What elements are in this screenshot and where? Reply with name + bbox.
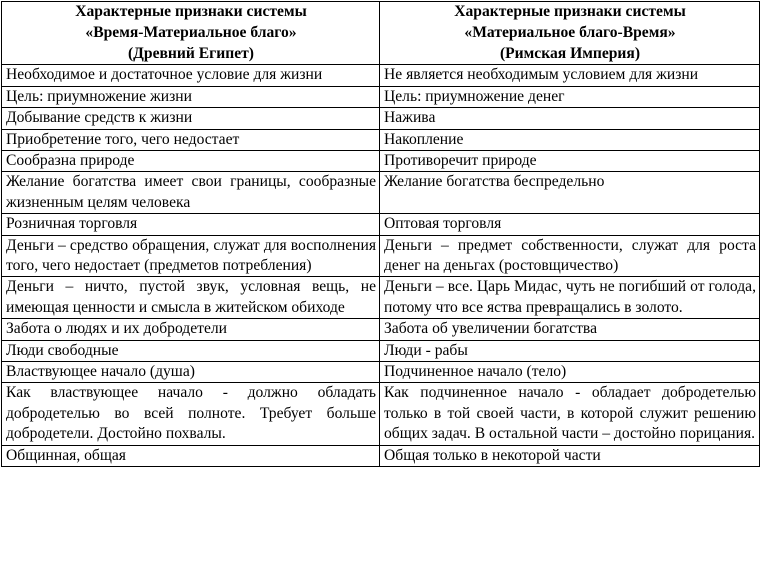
left-cell: Забота о людях и их добродетели <box>2 319 380 340</box>
left-cell: Общинная, общая <box>2 445 380 466</box>
right-cell: Нажива <box>380 108 760 129</box>
header-left-line-1: Характерные признаки системы <box>75 3 307 20</box>
right-cell: Цель: приумножение денег <box>380 86 760 107</box>
table-row <box>2 129 760 150</box>
table-row <box>2 151 760 172</box>
table-row <box>2 214 760 235</box>
header-right-cell <box>380 2 760 65</box>
header-left-line-3: (Древний Египет) <box>127 44 254 62</box>
table-row <box>2 65 760 86</box>
left-cell: Необходимое и достаточное условие для жизни <box>2 65 380 86</box>
table-row <box>2 108 760 129</box>
left-cell: Деньги – средство обращения, служат для восполнения того, чего недостает (предметов потребления) <box>2 235 380 277</box>
right-cell: Деньги – предмет собственности, служат для роста денег на деньгах (ростовщичество) <box>380 235 760 277</box>
table-row <box>2 172 760 214</box>
table-header-row <box>2 2 760 65</box>
left-cell: Люди свободные <box>2 340 380 361</box>
right-cell: Не является необходимым условием для жизни <box>380 65 760 86</box>
table-row <box>2 277 760 319</box>
header-right-line-3: (Римская Империя) <box>499 44 641 62</box>
right-cell: Накопление <box>380 129 760 150</box>
left-cell: Деньги – ничто, пустой звук, условная вещь, не имеющая ценности и смысла в житейском обиходе <box>2 277 380 319</box>
right-cell: Забота об увеличении богатства <box>380 319 760 340</box>
right-cell: Оптовая торговля <box>380 214 760 235</box>
right-cell: Подчиненное начало (тело) <box>380 362 760 383</box>
left-cell: Розничная торговля <box>2 214 380 235</box>
header-left-line-2: «Время-Материальное благо» <box>85 23 297 41</box>
comparison-table <box>1 1 760 467</box>
header-left-cell <box>2 2 380 65</box>
left-cell: Приобретение того, чего недостает <box>2 129 380 150</box>
left-cell: Добывание средств к жизни <box>2 108 380 129</box>
header-right-line-1: Характерные признаки системы <box>454 3 686 20</box>
table-row <box>2 86 760 107</box>
left-cell: Сообразна природе <box>2 151 380 172</box>
right-cell: Желание богатства беспредельно <box>380 172 760 214</box>
right-cell: Противоречит природе <box>380 151 760 172</box>
table-row <box>2 319 760 340</box>
table-row <box>2 362 760 383</box>
left-cell: Желание богатства имеет свои границы, сообразные жизненным целям человека <box>2 172 380 214</box>
table-row <box>2 340 760 361</box>
right-cell: Как подчиненное начало - обладает добродетелью только в той своей части, в которой служит решению общих задач. В остальной части – достойно порицания. <box>380 383 760 445</box>
right-cell: Общая только в некоторой части <box>380 445 760 466</box>
left-cell: Цель: приумножение жизни <box>2 86 380 107</box>
table-row <box>2 445 760 466</box>
left-cell: Как властвующее начало - должно обладать добродетелью во всей полноте. Требует больше добродетели. Достойно похвалы. <box>2 383 380 445</box>
header-right-line-2: «Материальное благо-Время» <box>464 23 676 41</box>
left-cell: Властвующее начало (душа) <box>2 362 380 383</box>
right-cell: Деньги – все. Царь Мидас, чуть не погибший от голода, потому что все яства превращались в золото. <box>380 277 760 319</box>
table-row <box>2 383 760 445</box>
table-row <box>2 235 760 277</box>
right-cell: Люди - рабы <box>380 340 760 361</box>
